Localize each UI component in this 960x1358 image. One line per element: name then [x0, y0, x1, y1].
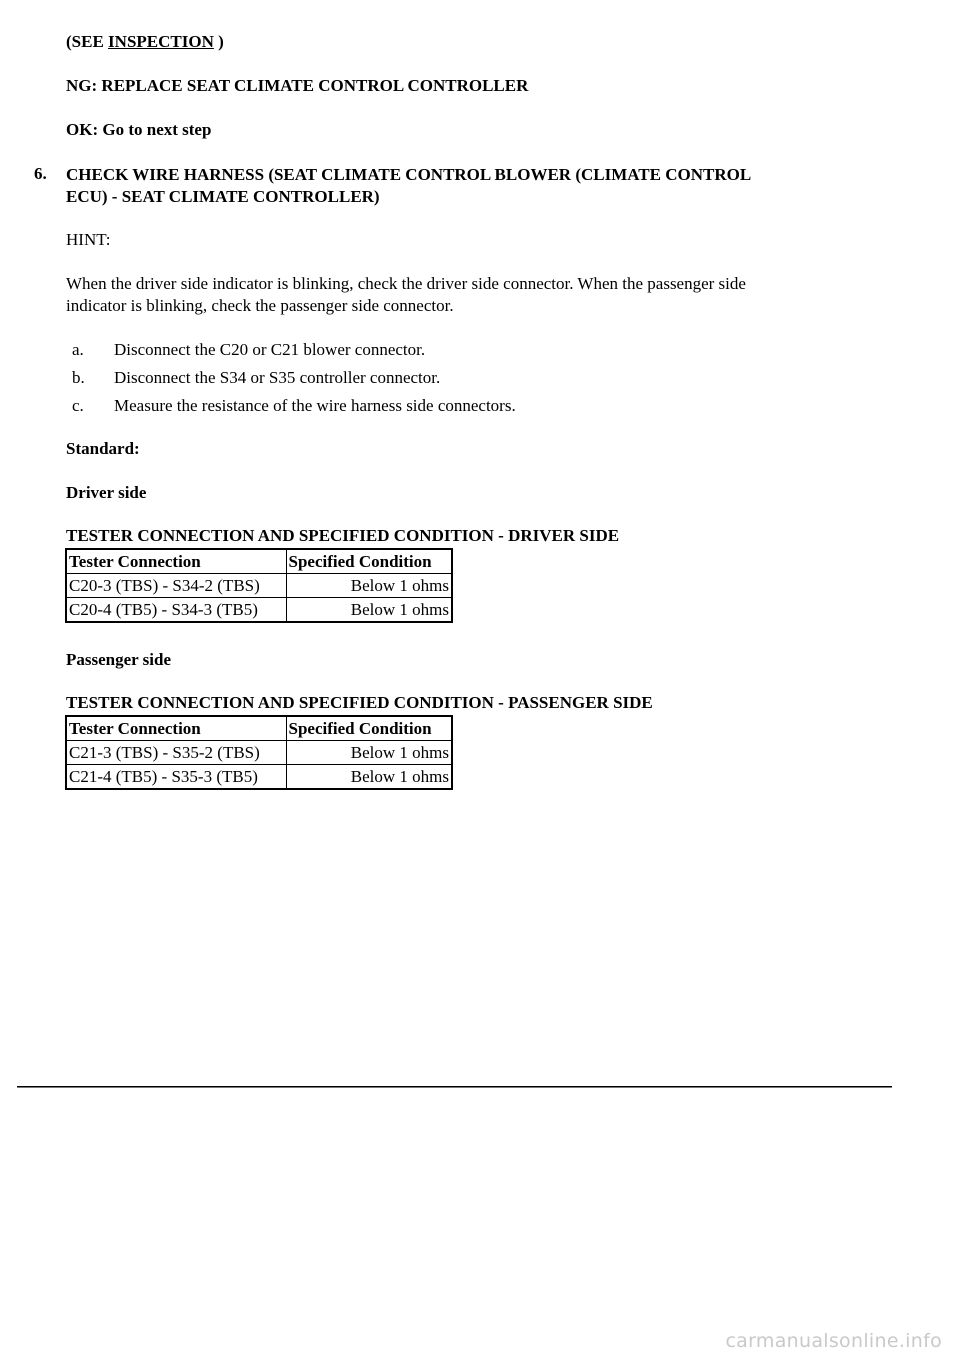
substep-letter: c.: [72, 396, 84, 415]
table-header-row: [66, 716, 452, 741]
specified-condition-cell: Below 1 ohms: [286, 598, 452, 623]
tester-connection-cell: C20-3 (TBS) - S34-2 (TBS): [66, 574, 286, 598]
see-prefix: (SEE: [66, 32, 109, 51]
passenger-table-title: TESTER CONNECTION AND SPECIFIED CONDITION - PASSENGER SIDE: [66, 693, 653, 712]
specified-condition-cell: Below 1 ohms: [286, 741, 452, 765]
standard-label: Standard:: [66, 439, 140, 458]
see-suffix: ): [213, 32, 224, 51]
step-title: [66, 164, 751, 208]
specified-condition-cell: Below 1 ohms: [286, 765, 452, 790]
see-inspection-line: [66, 32, 224, 52]
table-row: [66, 574, 452, 598]
passenger-side-label: Passenger side: [66, 650, 171, 669]
passenger-spec-table: [65, 715, 453, 790]
table-row: [66, 765, 452, 790]
substep-b: [72, 368, 440, 388]
watermark: carmanualsonline.info: [725, 1330, 942, 1352]
hint-text: [66, 273, 746, 317]
substep-c: [72, 396, 516, 416]
ng-result: NG: REPLACE SEAT CLIMATE CONTROL CONTROLLER: [66, 76, 529, 95]
header-specified-condition: Specified Condition: [286, 716, 452, 741]
ok-result: OK: Go to next step: [66, 120, 212, 139]
substep-text: Measure the resistance of the wire harness side connectors.: [114, 396, 516, 415]
tester-connection-cell: C21-3 (TBS) - S35-2 (TBS): [66, 741, 286, 765]
step-title-line2: ECU) - SEAT CLIMATE CONTROLLER): [66, 187, 380, 206]
specified-condition-cell: Below 1 ohms: [286, 574, 452, 598]
substep-text: Disconnect the S34 or S35 controller connector.: [114, 368, 441, 387]
header-specified-condition: Specified Condition: [286, 549, 452, 574]
substep-letter: b.: [72, 368, 85, 387]
header-tester-connection: Tester Connection: [66, 549, 286, 574]
driver-spec-table: [65, 548, 453, 623]
step-number: 6.: [34, 164, 47, 183]
tester-connection-cell: C20-4 (TB5) - S34-3 (TB5): [66, 598, 286, 623]
tester-connection-cell: C21-4 (TB5) - S35-3 (TB5): [66, 765, 286, 790]
driver-table-title: TESTER CONNECTION AND SPECIFIED CONDITION - DRIVER SIDE: [66, 526, 620, 545]
hint-label: HINT:: [66, 230, 111, 249]
header-tester-connection: Tester Connection: [66, 716, 286, 741]
hint-text-line1: When the driver side indicator is blinking, check the driver side connector. When the passenger side: [66, 274, 746, 293]
step-title-line1: CHECK WIRE HARNESS (SEAT CLIMATE CONTROL BLOWER (CLIMATE CONTROL: [66, 165, 752, 184]
inspection-link[interactable]: INSPECTION: [108, 32, 214, 51]
substep-letter: a.: [72, 340, 84, 359]
table-row: [66, 598, 452, 623]
substep-text: Disconnect the C20 or C21 blower connector.: [114, 340, 426, 359]
table-header-row: [66, 549, 452, 574]
page-divider: [17, 1086, 892, 1088]
substep-a: [72, 340, 425, 360]
table-row: [66, 741, 452, 765]
driver-side-label: Driver side: [66, 483, 147, 502]
hint-text-line2: indicator is blinking, check the passenger side connector.: [66, 296, 454, 315]
